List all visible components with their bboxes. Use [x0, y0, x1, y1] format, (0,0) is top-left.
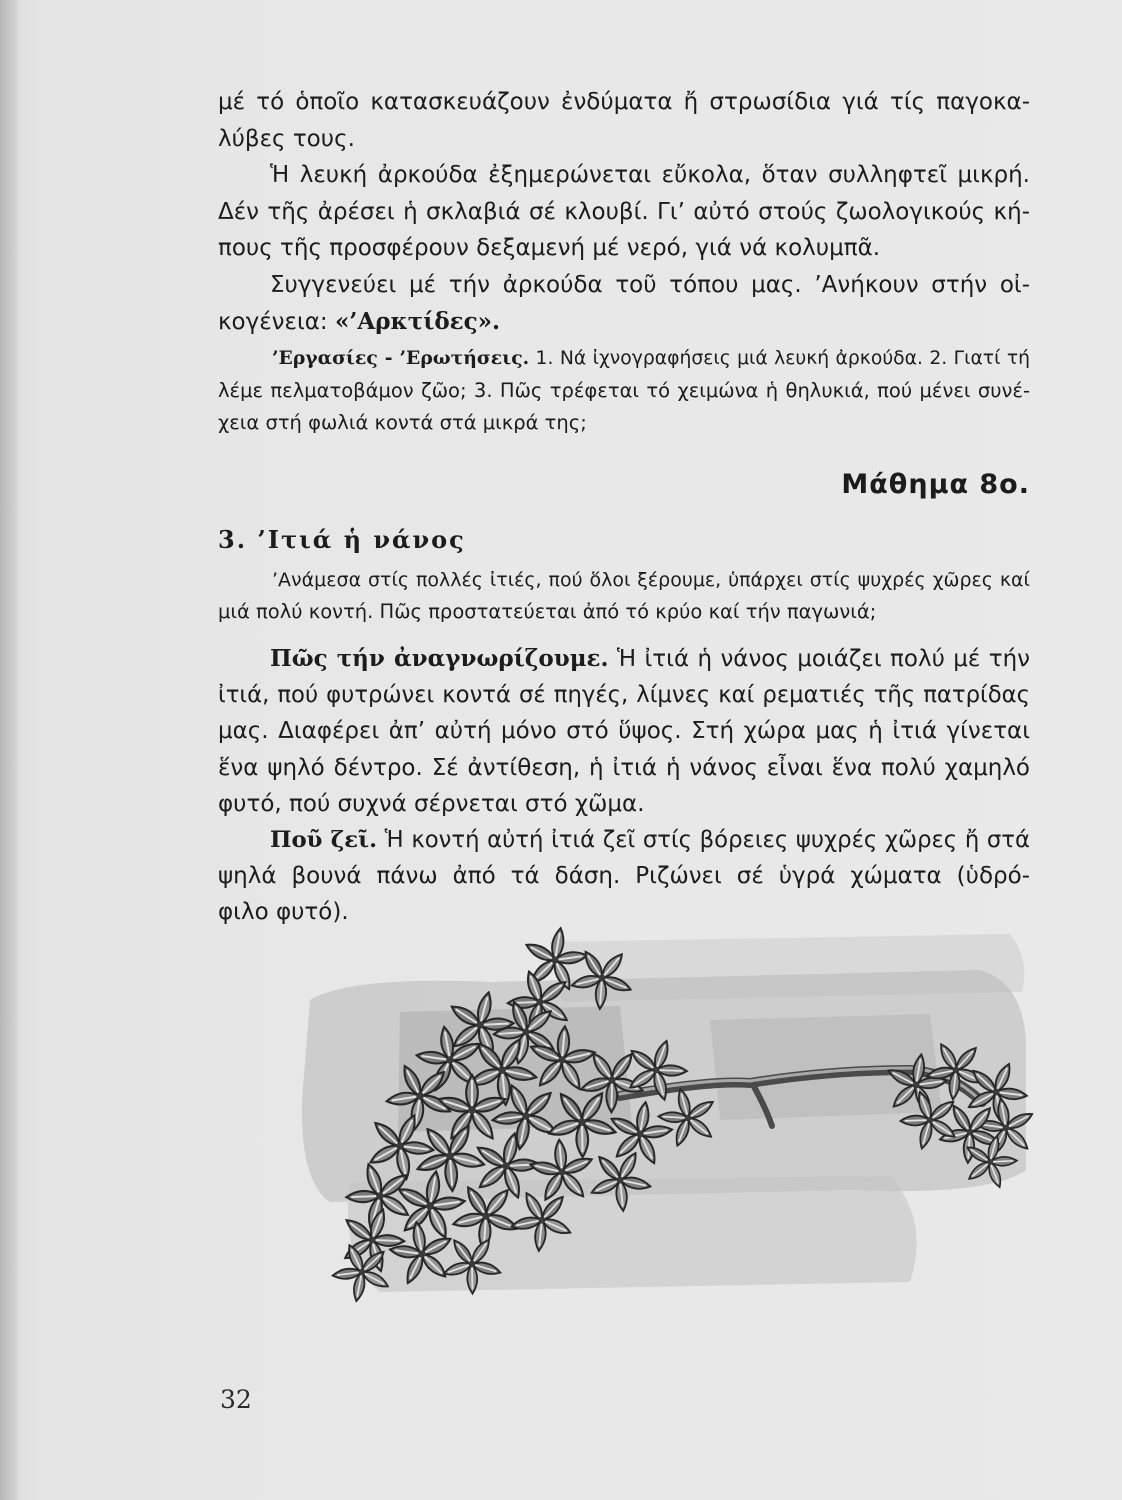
- section-intro: [218, 564, 1030, 628]
- text-line: λέμε πελματοβάμον ζῶο; 3. Πῶς τρέφεται τό χειμώνα ἡ θηλυκιά, πού μένει συνέ-: [218, 379, 1030, 402]
- exercises-block: [218, 342, 1030, 439]
- dwarf-willow-illustration: [290, 920, 1035, 1310]
- text-run: Ἡ κοντή αὐτή ἰτιά ζεῖ στίς βόρειες ψυχρές χῶρες ἤ στά: [377, 827, 1030, 854]
- text-line: φιλο φυτό).: [218, 899, 349, 926]
- text-line: Δέν τῆς ἀρέσει ἡ σκλαβιά σέ κλουβί. Γι’ αὐτό στούς ζωολογικούς κή-: [218, 198, 1030, 225]
- text-line: πους τῆς προσφέρουν δεξαμενή μέ νερό, γιά νά κολυμπᾶ.: [218, 235, 881, 262]
- text-line: μέ τό ὁποῖο κατασκευάζουν ἐνδύματα ἤ στρωσίδια γιά τίς παγοκα-: [218, 89, 1030, 115]
- text-line: φυτό, πού συχνά σέρνεται στό χῶμα.: [218, 790, 645, 817]
- habitat-heading: Ποῦ ζεῖ.: [270, 827, 378, 854]
- text-line: μας. Διαφέρει ἀπ’ αὐτή μόνο στό ὕψος. Στή χώρα μας ἡ ἰτιά γίνεται: [218, 718, 1030, 745]
- section-title: 3. ’Ιτιά ἡ νάνος: [218, 525, 466, 554]
- text-run: Ἡ ἰτιά ἡ νάνος μοιάζει πολύ μέ τήν: [608, 646, 1030, 672]
- text-run: 1. Νά ἰχνογραφήσεις μιά λευκή ἀρκούδα. 2. Γιατί τή: [529, 348, 1030, 369]
- lesson-label: Μάθημα 8ο.: [841, 469, 1030, 500]
- text-line: [218, 342, 1030, 375]
- text-line: χεια στή φωλιά κοντά στά μικρά της;: [218, 411, 587, 434]
- text-line: [218, 822, 1030, 858]
- page-number: 32: [220, 1385, 252, 1414]
- bear-section-text: [218, 84, 1030, 340]
- page-gutter: [0, 0, 18, 1500]
- text-line: ἕνα ψηλό δέντρο. Σέ ἀντίθεση, ἡ ἰτιά ἡ νάνος εἶναι ἕνα πολύ χαμηλό: [218, 754, 1030, 781]
- text-line: [218, 641, 1030, 677]
- text-line: μιά πολύ κοντή. Πῶς προστατεύεται ἀπό τό κρύο καί τήν παγωνιά;: [218, 600, 877, 623]
- section-body: [218, 641, 1030, 931]
- text-line: ψηλά βουνά πάνω ἀπό τά δάση. Ριζώνει σέ ὑγρά χώματα (ὑδρό-: [218, 863, 1030, 890]
- family-name: «’Αρκτίδες».: [334, 307, 501, 335]
- text-line: Συγγενεύει μέ τήν ἀρκούδα τοῦ τόπου μας. ’Ανήκουν στήν οἰ-: [270, 271, 1030, 298]
- text-run: κογένεια:: [218, 308, 335, 335]
- text-line: Ἡ λευκή ἀρκούδα ἐξημερώνεται εὔκολα, ὅταν συλληφτεῖ μικρή.: [270, 162, 1030, 189]
- text-line: ἰτιά, πού φυτρώνει κοντά σέ πηγές, λίμνες καί ρεματιές τῆς πατρίδας: [218, 682, 1030, 709]
- text-line: λύβες τους.: [218, 125, 355, 152]
- exercises-label: ’Εργασίες - ’Ερωτήσεις.: [272, 347, 530, 369]
- text-line: [218, 304, 1030, 341]
- recognition-heading: Πῶς τήν ἀναγνωρίζουμε.: [270, 645, 609, 672]
- text-line: ’Ανάμεσα στίς πολλές ἰτιές, πού ὅλοι ξέρουμε, ὑπάρχει στίς ψυχρές χῶρες καί: [272, 569, 1030, 591]
